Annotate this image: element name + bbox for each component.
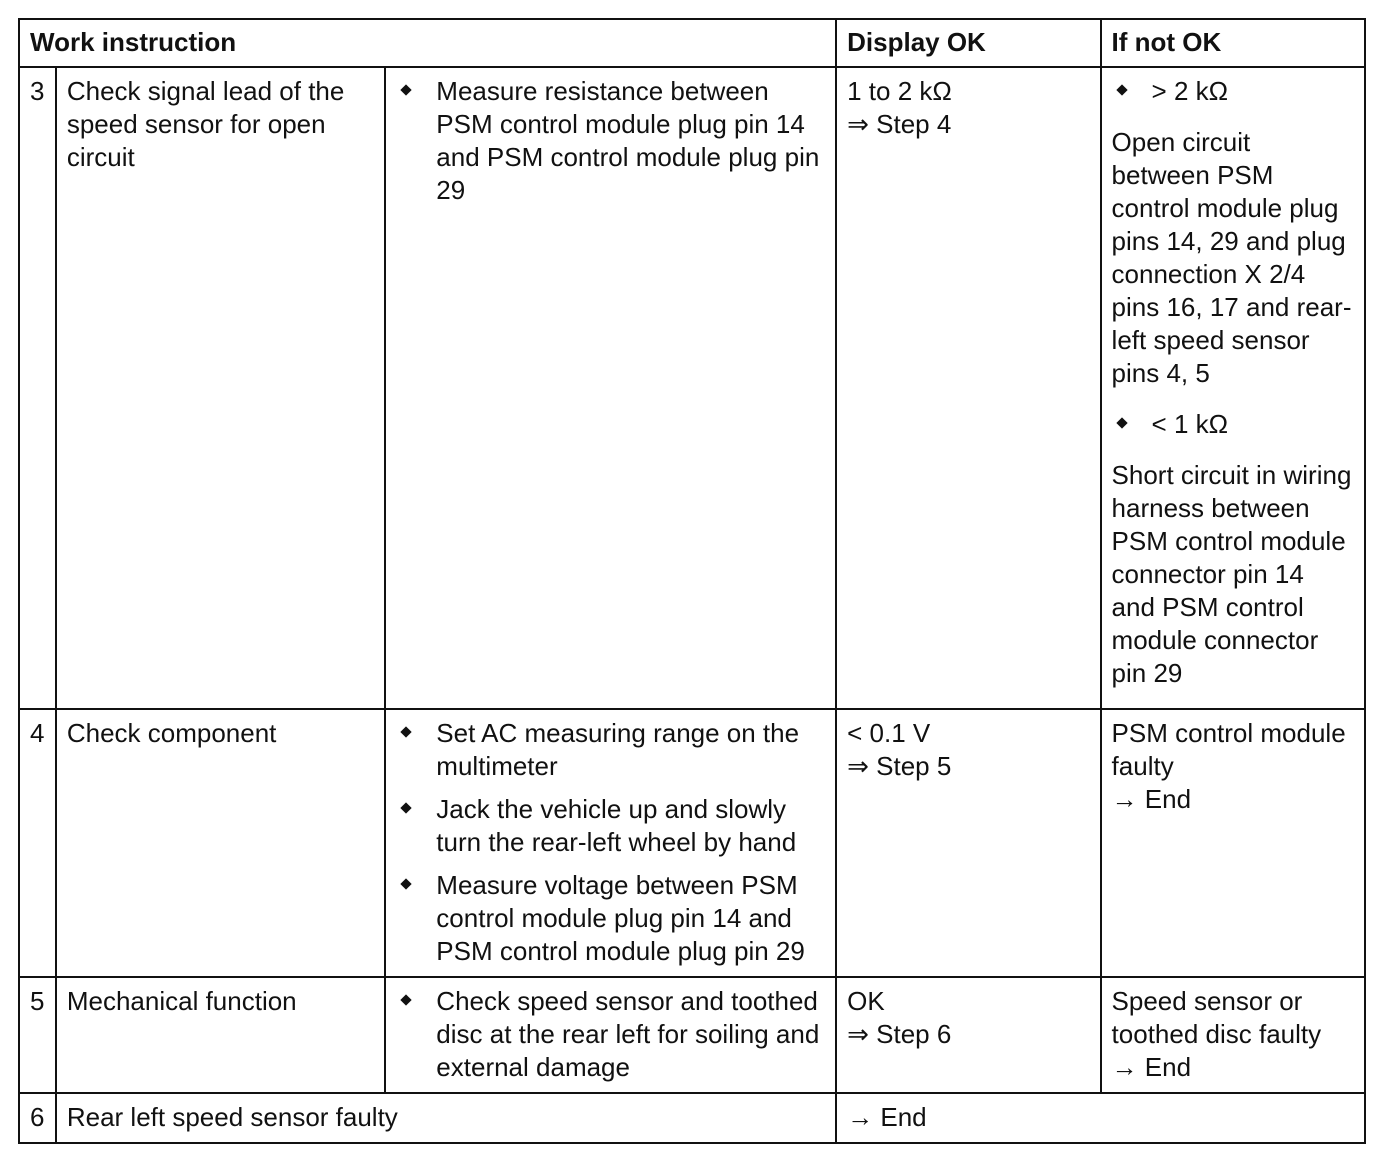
step-number: 5 [19,977,56,1093]
display-ok-next: ⇒ Step 5 [847,751,952,781]
if-not-ok-text: PSM control module faulty [1111,718,1346,781]
step-description: Check signal lead of the speed sensor for open circuit [56,67,385,709]
header-work-instruction: Work instruction [19,19,836,67]
display-ok-cell [836,709,1100,977]
if-not-ok-next: → End [1111,1052,1192,1082]
header-display-ok: Display OK [836,19,1100,67]
action-item: Measure voltage between PSM control module plug pin 14 and PSM control module plug pin 29 [396,869,825,968]
if-not-ok-condition: > 2 kΩ [1112,75,1354,108]
step-number: 3 [19,67,56,709]
display-ok-value: OK [847,986,885,1016]
step-number: 6 [19,1093,56,1143]
diamond-bullet-icon [1116,84,1127,95]
if-not-ok-cell [1101,977,1365,1093]
diamond-bullet-icon [401,726,412,737]
display-ok-next: ⇒ Step 6 [847,1019,952,1049]
display-ok-next: ⇒ Step 4 [847,109,952,139]
action-item: Check speed sensor and toothed disc at the rear left for soiling and external damage [396,985,825,1084]
action-item: Jack the vehicle up and slowly turn the rear-left wheel by hand [396,793,825,859]
if-not-ok-next: → End [1111,784,1192,814]
if-not-ok-text: Short circuit in wiring harness between PSM control module connector pin 14 and PSM control module connector pin 29 [1111,460,1352,688]
display-ok-cell [836,67,1100,709]
display-ok-value: < 0.1 V [847,718,931,748]
if-not-ok-cell [1101,67,1365,709]
step-actions [385,709,836,977]
diamond-bullet-icon [1116,417,1127,428]
step-description: Rear left speed sensor faulty [56,1093,836,1143]
step-description: Mechanical function [56,977,385,1093]
diamond-bullet-icon [401,802,412,813]
display-ok-cell: → End [836,1093,1365,1143]
header-if-not-ok: If not OK [1101,19,1365,67]
step-number: 4 [19,709,56,977]
display-ok-value: 1 to 2 kΩ [847,76,952,106]
action-item: Measure resistance between PSM control module plug pin 14 and PSM control module plug pin 29 [396,75,825,207]
diamond-bullet-icon [401,878,412,889]
table-row [19,709,1365,977]
step-description: Check component [56,709,385,977]
table-row [19,1093,1365,1143]
step-actions [385,67,836,709]
diamond-bullet-icon [401,994,412,1005]
if-not-ok-text: Open circuit between PSM control module plug pins 14, 29 and plug connection X 2/4 pins 16, 17 and rear-left speed sensor pins 4, 5 [1111,127,1352,388]
table-header-row [19,19,1365,67]
table-row [19,977,1365,1093]
action-item: Set AC measuring range on the multimeter [396,717,825,783]
work-instruction-table [18,18,1366,1144]
table-row [19,67,1365,709]
display-ok-cell [836,977,1100,1093]
diamond-bullet-icon [401,84,412,95]
step-actions [385,977,836,1093]
if-not-ok-text: Speed sensor or toothed disc faulty [1111,986,1322,1049]
if-not-ok-cell [1101,709,1365,977]
if-not-ok-condition: < 1 kΩ [1112,408,1354,441]
